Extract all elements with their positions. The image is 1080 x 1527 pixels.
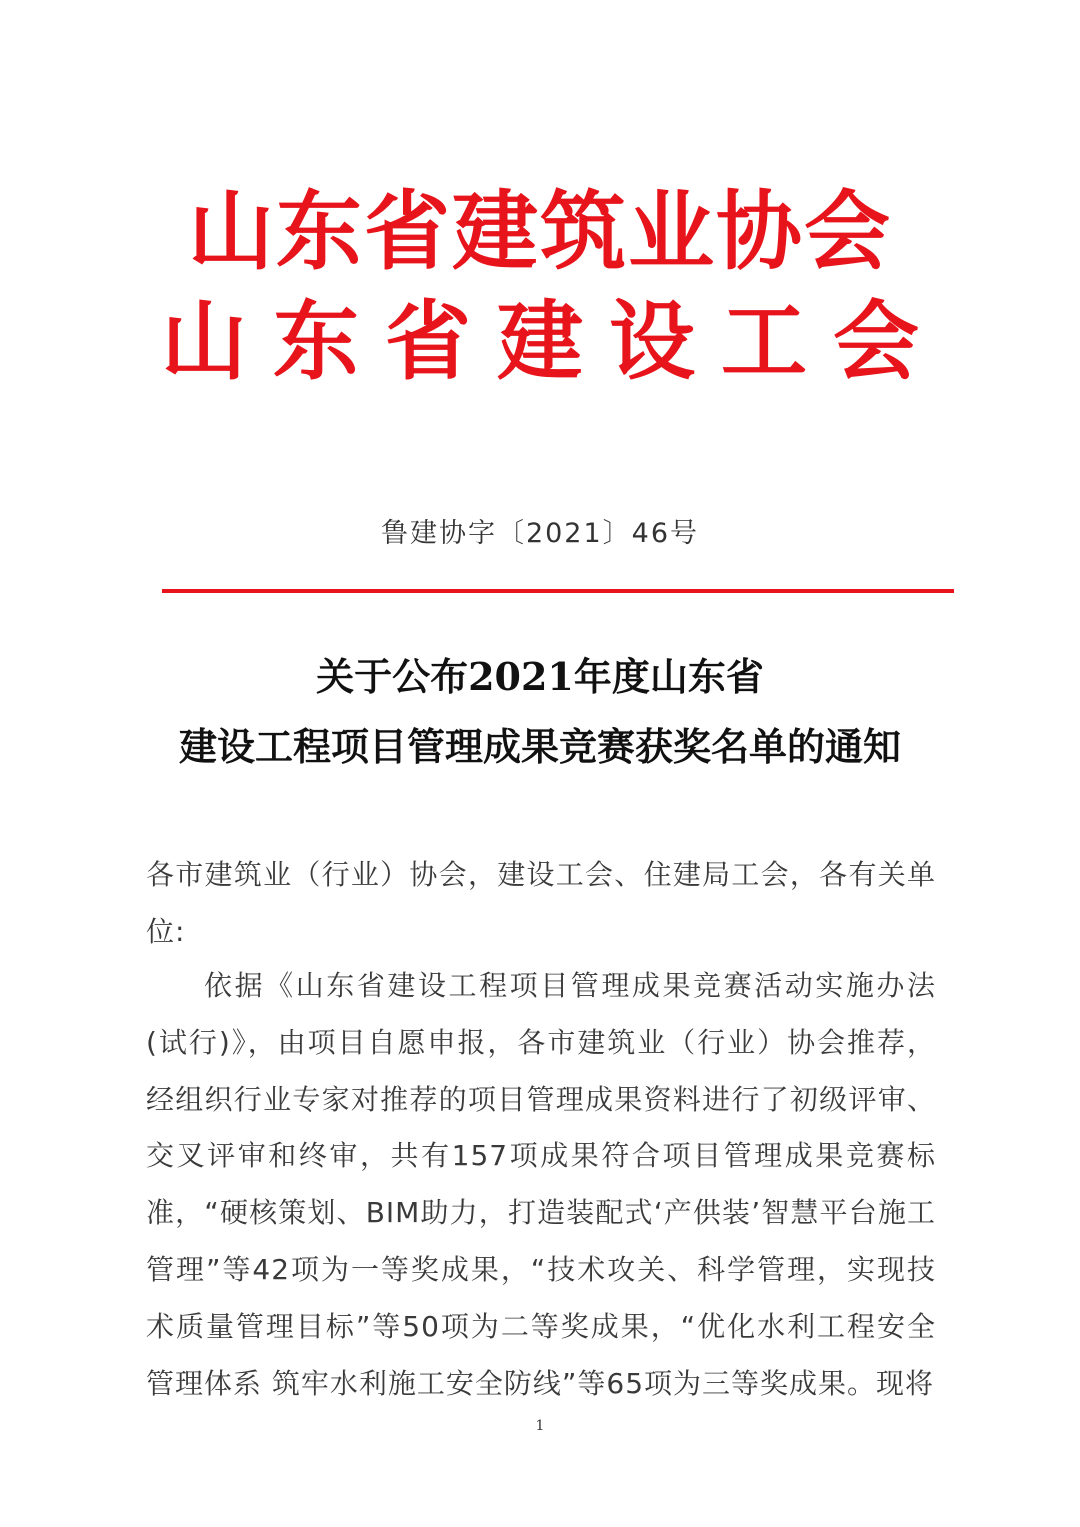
notice-title-line-2: 建设工程项目管理成果竞赛获奖名单的通知 <box>178 724 901 769</box>
page-number: 1 <box>535 1418 545 1434</box>
red-separator-line <box>162 589 954 593</box>
issuer-name-union: 山东省建设工会 <box>161 291 945 392</box>
document-number: 鲁建协字〔2021〕46号 <box>380 518 700 549</box>
body-paragraph: 依据《山东省建设工程项目管理成果竞赛活动实施办法(试行)》，由项目自愿申报，各市建筑业（行业）协会推荐，经组织行业专家对推荐的项目管理成果资料进行了初级评审、交叉评审和终审，共有157项成果符合项目管理成果竞赛标准，“硬核策划、BIM助力，打造装配式‘产供装’智慧平台施工管理”等42项为一等奖成果，“技术攻关、科学管理，实现技术质量管理目标”等50项为二等奖成果，“优化水利工程安全管理体系 筑牢水利施工安全防线”等65项为三等奖成果。现将 <box>146 969 936 1400</box>
salutation: 各市建筑业（行业）协会，建设工会、住建局工会，各有关单位: <box>146 858 936 948</box>
notice-title-line-1: 关于公布2021年度山东省 <box>316 654 764 699</box>
issuer-name-association: 山东省建筑业协会 <box>188 181 892 282</box>
